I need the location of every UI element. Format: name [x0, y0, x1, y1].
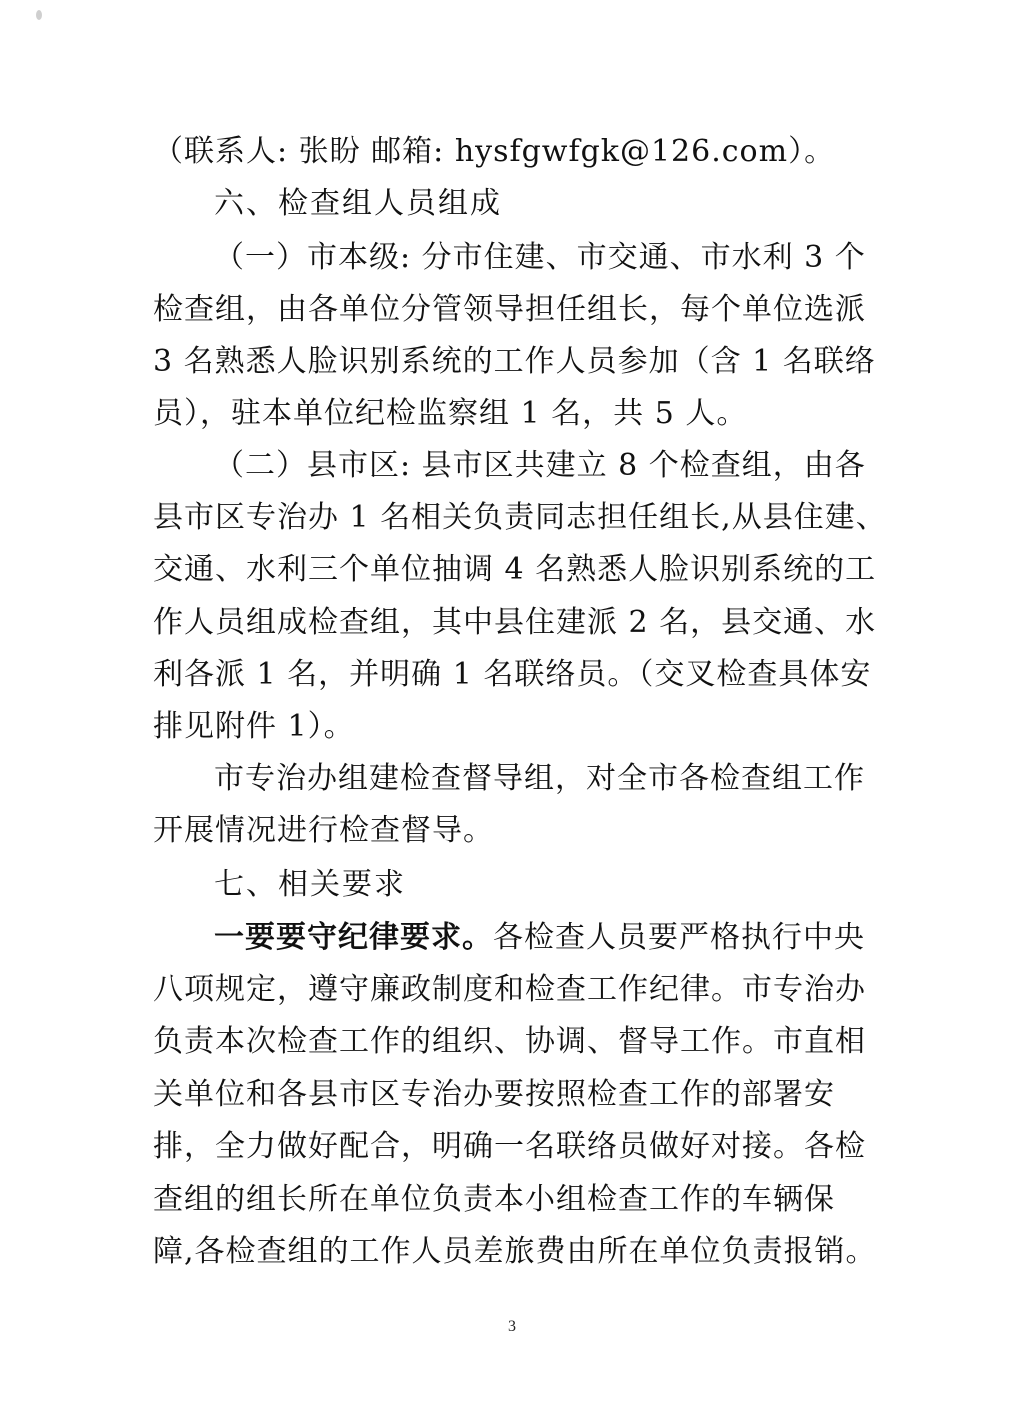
paragraph-line: 障,各检查组的工作人员差旅费由所在单位负责报销。 — [153, 1234, 877, 1269]
paragraph-line: 关单位和各县市区专治办要按照检查工作的部署安 — [153, 1077, 835, 1112]
page-number: 3 — [508, 1318, 516, 1335]
paragraph-line: 作人员组成检查组，其中县住建派 2 名，县交通、水 — [153, 605, 877, 640]
paragraph-line: 排，全力做好配合，明确一名联络员做好对接。各检 — [153, 1129, 866, 1164]
paragraph-line: 八项规定，遵守廉政制度和检查工作纪律。市专治办 — [153, 972, 866, 1007]
paragraph-line: 检查组，由各单位分管领导担任组长，每个单位选派 — [153, 292, 866, 327]
paragraph-line: 开展情况进行检查督导。 — [153, 813, 494, 848]
paragraph-line: 员），驻本单位纪检监察组 1 名，共 5 人。 — [153, 396, 748, 431]
paragraph-line: 查组的组长所在单位负责本小组检查工作的车辆保 — [153, 1182, 835, 1217]
paragraph-line: （一）市本级: 分市住建、市交通、市水利 3 个 — [214, 240, 866, 275]
paragraph-line: 3 名熟悉人脸识别系统的工作人员参加（含 1 名联络 — [153, 344, 876, 379]
paragraph-line: 负责本次检查工作的组织、协调、督导工作。市直相 — [153, 1024, 866, 1059]
paragraph-line: 市专治办组建检查督导组，对全市各检查组工作 — [214, 761, 865, 796]
paragraph-line: 利各派 1 名，并明确 1 名联络员。（交叉检查具体安 — [153, 657, 872, 692]
paragraph-line: 县市区专治办 1 名相关负责同志担任组长,从县住建、 — [153, 500, 887, 535]
paragraph-line — [214, 918, 865, 958]
bold-lead-text: 一要要守纪律要求。 — [214, 920, 493, 955]
scan-mark — [36, 10, 42, 20]
section-seven-heading: 七、相关要求 — [214, 867, 406, 902]
section-six-heading: 六、检查组人员组成 — [214, 186, 502, 221]
paragraph-line: 排见附件 1）。 — [153, 709, 355, 744]
paragraph-line: 交通、水利三个单位抽调 4 名熟悉人脸识别系统的工 — [153, 552, 877, 587]
paragraph-line: （二）县市区: 县市区共建立 8 个检查组，由各 — [214, 448, 866, 483]
paragraph-text: 各检查人员要严格执行中央 — [493, 920, 865, 955]
contact-line: （联系人: 张盼 邮箱: hysfgwfgk@126.com）。 — [153, 134, 836, 169]
